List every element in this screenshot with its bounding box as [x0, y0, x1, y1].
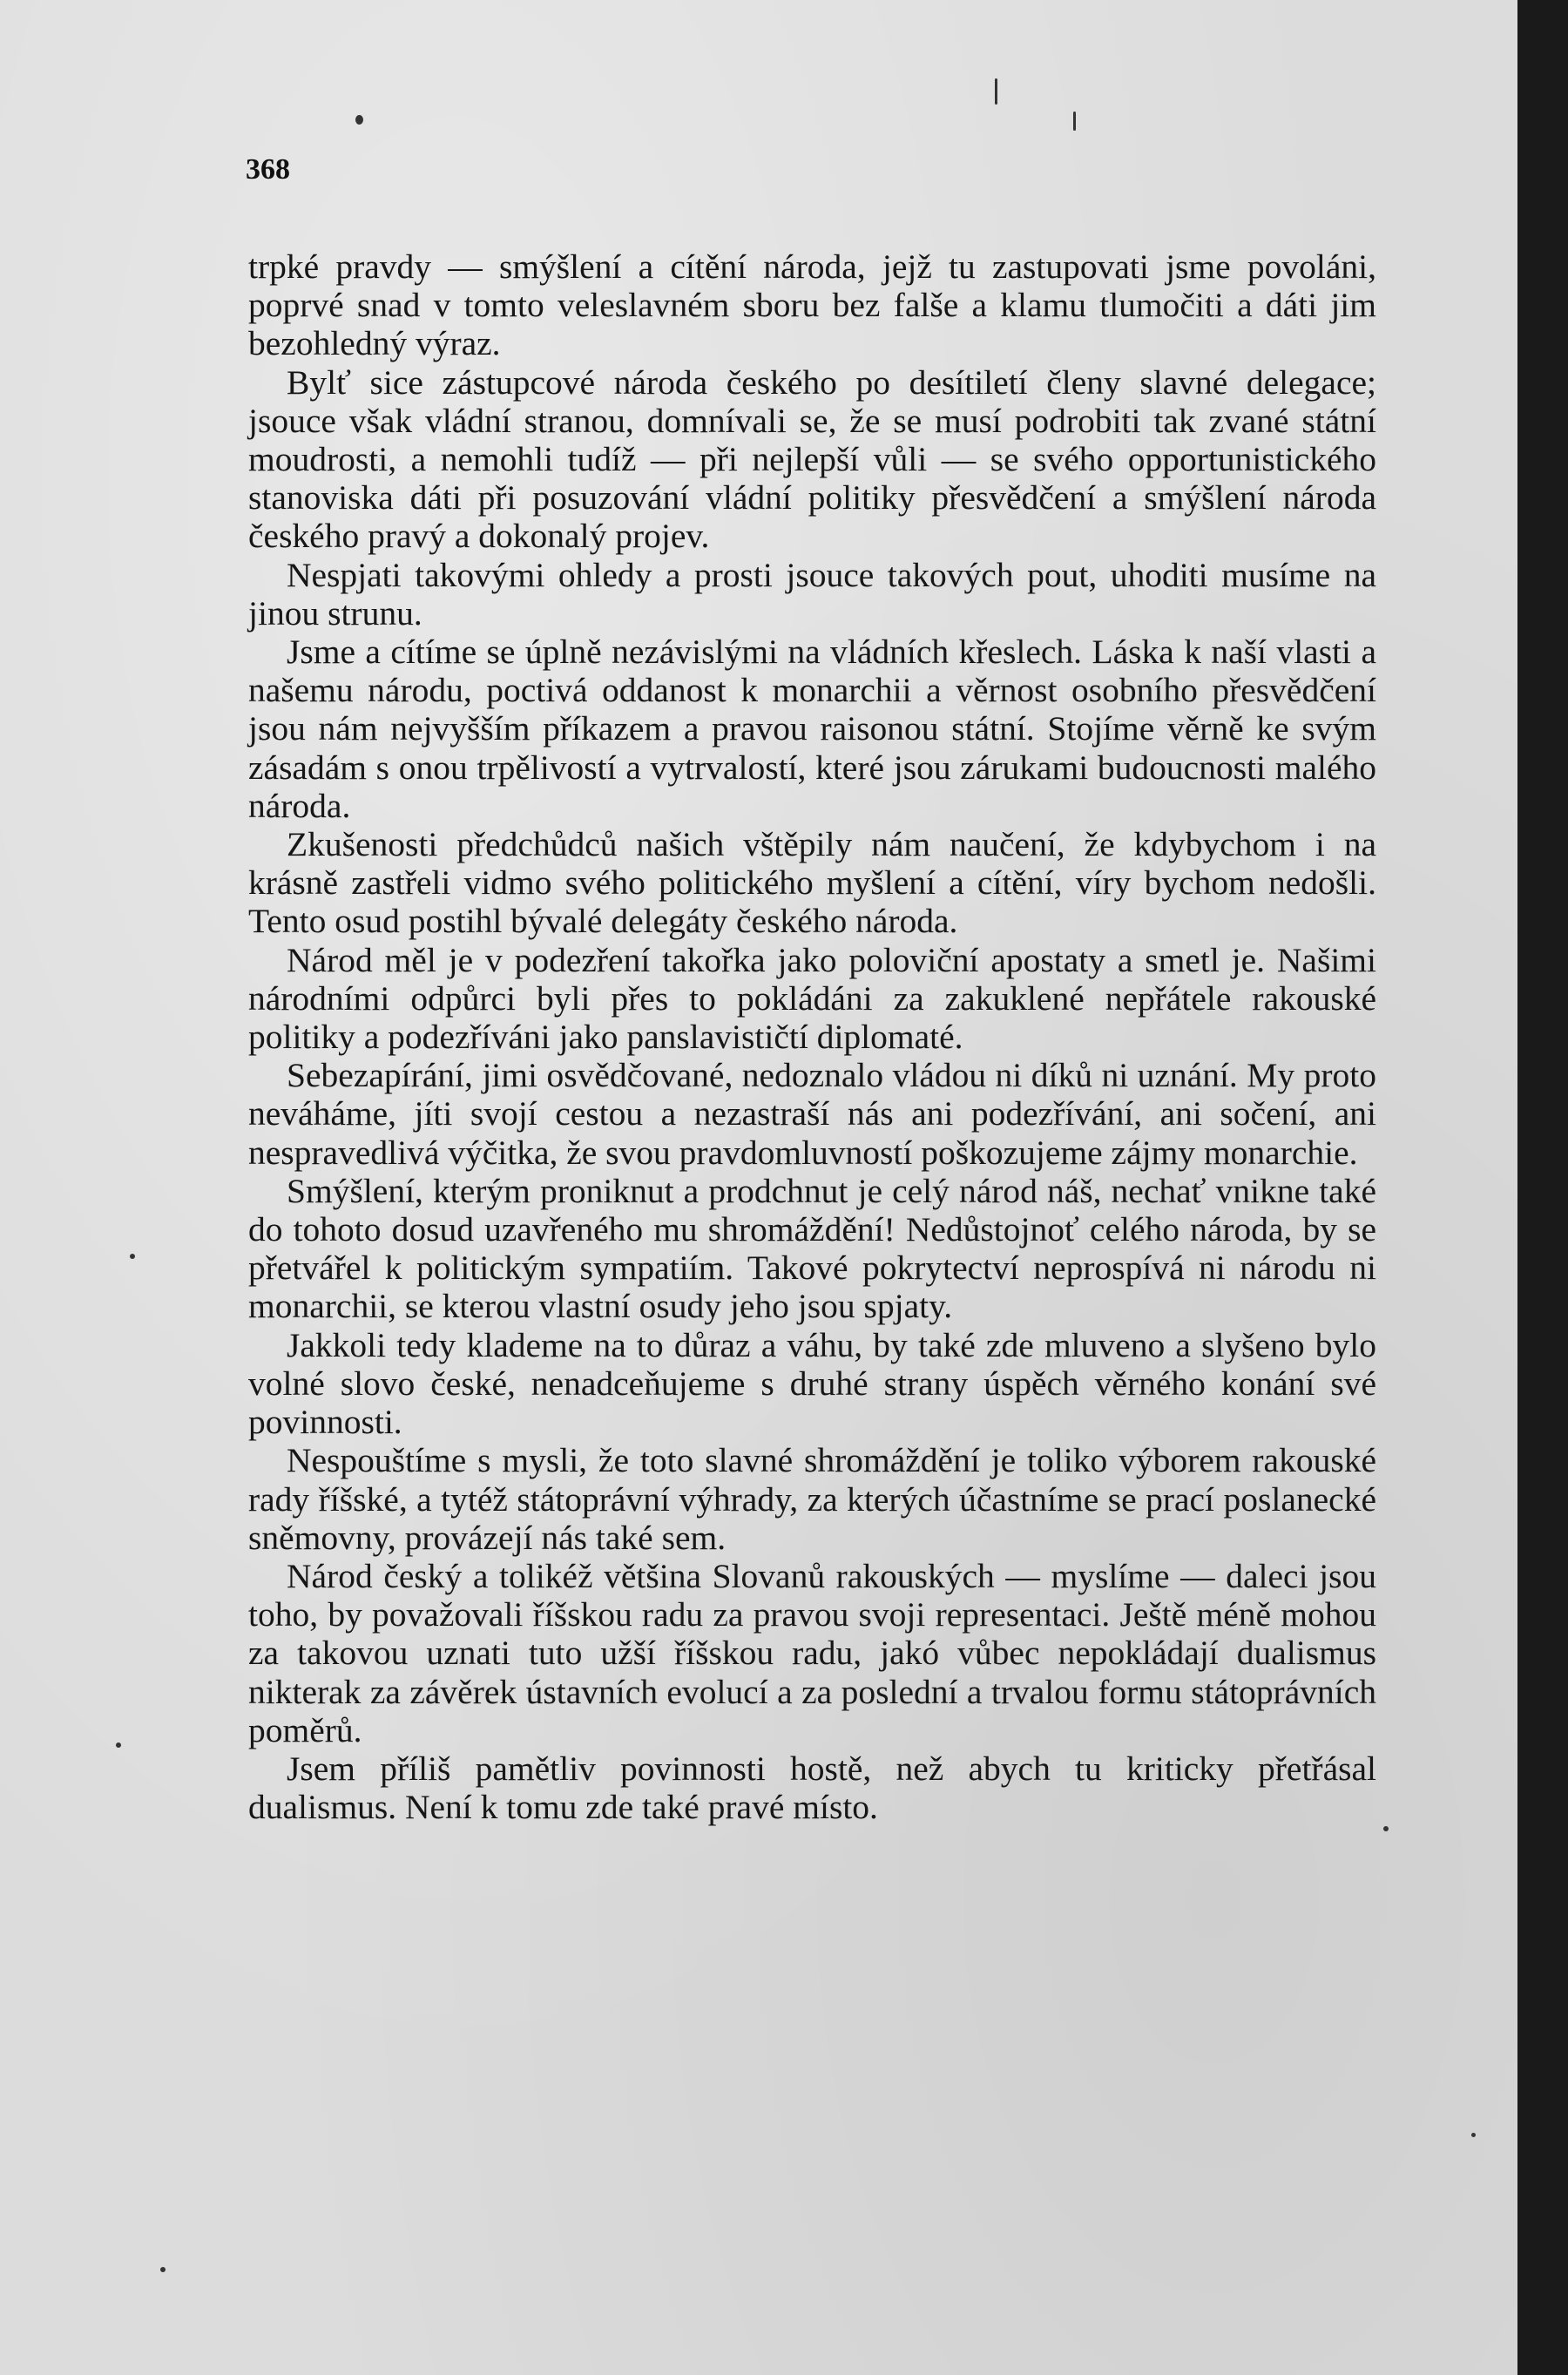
scan-speck: [1471, 2133, 1476, 2137]
scan-border: [1517, 0, 1568, 2375]
paragraph: Sebezapírání, jimi osvědčované, nedoznalo vládou ni díků ni uznání. My proto neváháme, jíti svojí cestou a nezastraší nás ani podezřívání, ani sočení, ani nespravedlivá výčitka, že svou pravdomluvností poškozujeme zájmy monarchie.: [248, 1056, 1376, 1172]
body-text: [248, 247, 1376, 1826]
paragraph: Národ český a tolikéž většina Slovanů rakouských — myslíme — daleci jsou toho, by považovali říšskou radu za pravou svoji representaci. Ještě méně mohou za takovou uznati tuto užší říšskou radu, jakó vůbec nepokládají dualismus nikterak za závěrek ústavních evolucí a za poslední a trvalou formu státoprávních poměrů.: [248, 1556, 1376, 1749]
scan-speck: [1383, 1826, 1389, 1831]
paragraph: Nespjati takovými ohledy a prosti jsouce takových pout, uhoditi musíme na jinou strunu.: [248, 555, 1376, 633]
paragraph: Národ měl je v podezření takořka jako poloviční apostaty a smetl je. Našimi národními odpůrci byli přes to pokládáni za zakuklené nepřátele rakouské politiky a podezříváni jako panslavističtí diplomaté.: [248, 940, 1376, 1057]
scan-speck: [355, 115, 363, 125]
scan-speck: [160, 2267, 166, 2272]
paragraph: trpké pravdy — smýšlení a cítění národa, jejž tu zastupovati jsme povoláni, poprvé snad v tomto veleslavném sboru bez falše a klamu tlumočiti a dáti jim bezohledný výraz.: [248, 247, 1376, 363]
scan-speck: [130, 1254, 135, 1259]
scan-speck: [116, 1742, 121, 1748]
scan-speck: [995, 78, 997, 105]
paragraph: Zkušenosti předchůdců našich vštěpily nám naučení, že kdybychom i na krásně zastřeli vidmo svého politického myšlení a cítění, víry bychom nedošli. Tento osud postihl bývalé delegáty českého národa.: [248, 825, 1376, 941]
paragraph: Jakkoli tedy klademe na to důraz a váhu, by také zde mluveno a slyšeno bylo volné slovo české, nenadceňujeme s druhé strany úspěch věrného konání své povinnosti.: [248, 1325, 1376, 1442]
paragraph: Jsme a cítíme se úplně nezávislými na vládních křeslech. Láska k naší vlasti a našemu národu, poctivá oddanost k monarchii a věrnost osobního přesvědčení jsou nám nejvyšším příkazem a pravou raisonou státní. Stojíme věrně ke svým zásadám s onou trpělivostí a vytrvalostí, které jsou zárukami budoucnosti malého národa.: [248, 633, 1376, 825]
paragraph: Jsem příliš pamětliv povinnosti hostě, než abych tu kriticky přetřásal dualismus. Není k tomu zde také pravé místo.: [248, 1749, 1376, 1827]
page-number: 368: [246, 153, 290, 186]
paragraph: Bylť sice zástupcové národa českého po desítiletí členy slavné delegace; jsouce však vládní stranou, domnívali se, že se musí podrobiti tak zvané státní moudrosti, a nemohli tudíž — při nejlepší vůli — se svého opportunistického stanoviska dáti při posuzování vládní politiky přesvědčení a smýšlení národa českého pravý a dokonalý projev.: [248, 362, 1376, 556]
paragraph: Smýšlení, kterým proniknut a prodchnut je celý národ náš, nechať vnikne také do tohoto dosud uzavřeného mu shromáždění! Nedůstojnoť celého národa, by se přetvářel k politickým sympatiím. Takové pokrytectví neprospívá ni národu ni monarchii, se kterou vlastní osudy jeho jsou spjaty.: [248, 1171, 1376, 1326]
paragraph: Nespouštíme s mysli, že toto slavné shromáždění je toliko výborem rakouské rady říšské, a tytéž státoprávní výhrady, za kterých účastníme se prací poslanecké sněmovny, provázejí nás také sem.: [248, 1441, 1376, 1557]
scan-speck: [1073, 112, 1076, 131]
